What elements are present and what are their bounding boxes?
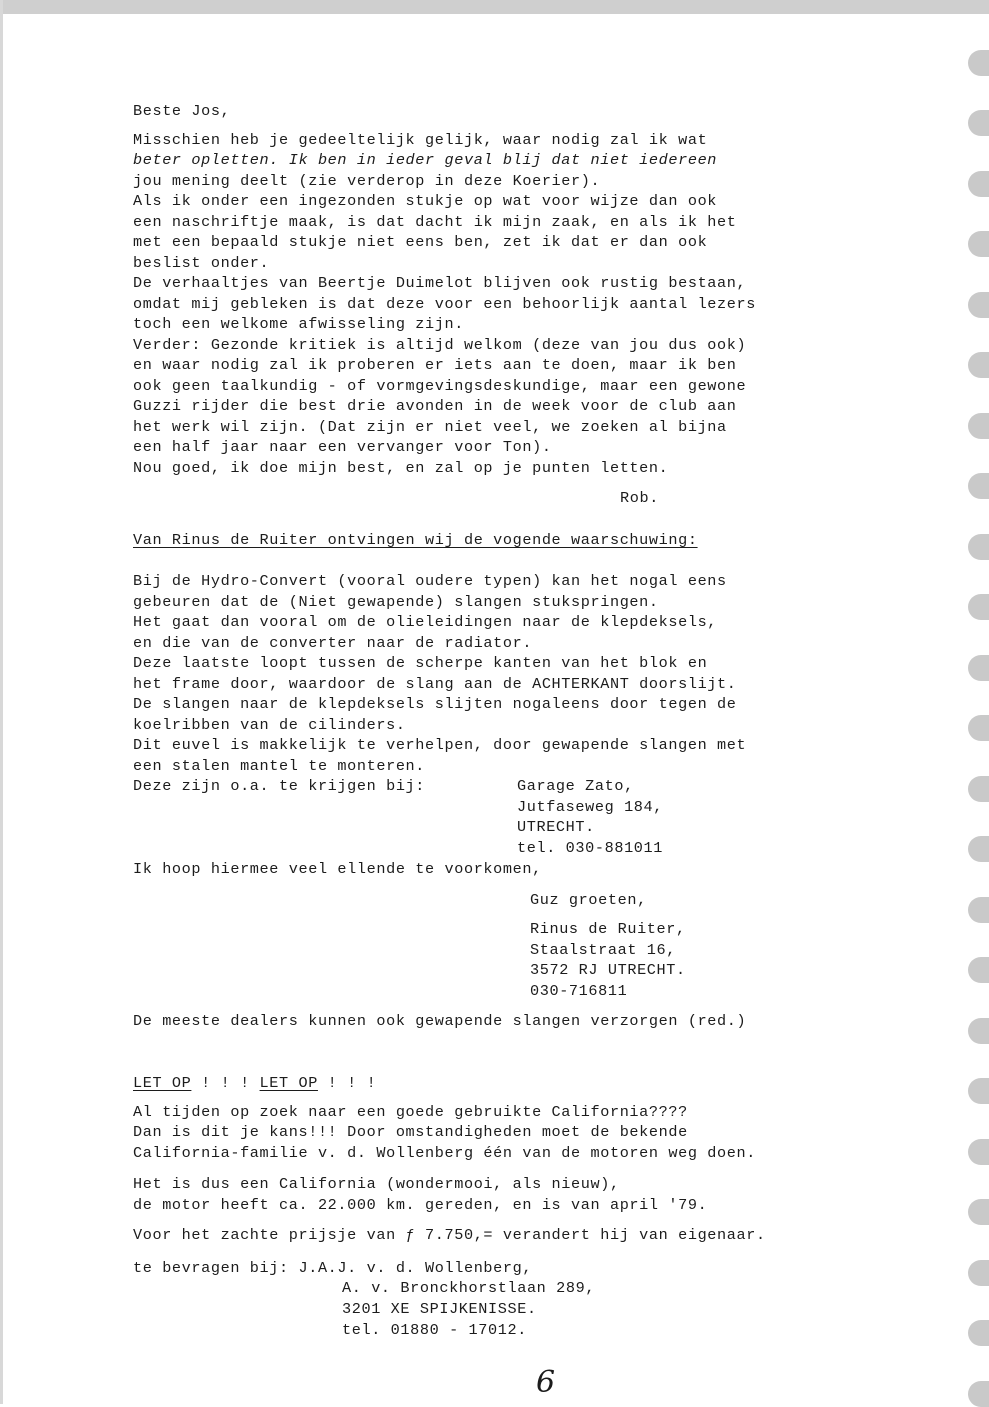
letter-line: Nou goed, ik doe mijn best, en zal op je punten letten. <box>133 459 669 477</box>
ad-line: Al tijden op zoek naar een goede gebruikte California???? <box>133 1103 688 1121</box>
garage-phone: tel. 030-881011 <box>517 839 664 857</box>
ad-heading <box>133 1073 376 1093</box>
warning-line: Dit euvel is makkelijk te verhelpen, door gewapende slangen met <box>133 736 747 754</box>
letter-line: beter opletten. Ik ben in ieder geval blij dat niet iedereen <box>133 151 718 169</box>
letter-line: Misschien heb je gedeeltelijk gelijk, waar nodig zal ik wat <box>133 131 708 149</box>
ad-line: de motor heeft ca. 22.000 km. gereden, en is van april '79. <box>133 1196 708 1214</box>
ad-address-phone: tel. 01880 - 17012. <box>342 1321 527 1339</box>
letter-line: een naschriftje maak, is dat dacht ik mijn zaak, en als ik het <box>133 213 737 231</box>
letter-greeting: Beste Jos, <box>133 102 231 120</box>
letter-signature: Rob. <box>620 489 659 507</box>
warning-line: Het gaat dan vooral om de olieleidingen naar de klepdeksels, <box>133 613 718 631</box>
warning-line: en die van de converter naar de radiator. <box>133 634 533 652</box>
warning-line: gebeuren dat de (Niet gewapende) slangen stukspringen. <box>133 593 659 611</box>
ad-address-city: 3201 XE SPIJKENISSE. <box>342 1300 537 1318</box>
warning-heading: Van Rinus de Ruiter ontvingen wij de vogende waarschuwing: <box>133 531 698 549</box>
ad-heading-part: LET OP <box>133 1074 192 1092</box>
page-number: 6 <box>536 1365 556 1400</box>
ad-heading-part: ! ! ! <box>191 1074 260 1092</box>
letter-line: omdat mij gebleken is dat deze voor een behoorlijk aantal lezers <box>133 295 756 313</box>
letter-line: Verder: Gezonde kritiek is altijd welkom (deze van jou dus ook) <box>133 336 747 354</box>
ad-line: California-familie v. d. Wollenberg één van de motoren weg doen. <box>133 1144 756 1162</box>
warning-hope-line: Ik hoop hiermee veel ellende te voorkomen, <box>133 860 542 878</box>
ad-inquire-line: te bevragen bij: J.A.J. v. d. Wollenberg, <box>133 1259 533 1277</box>
warning-line: Deze laatste loopt tussen de scherpe kanten van het blok en <box>133 654 708 672</box>
closing-phone: 030-716811 <box>530 982 628 1000</box>
letter-line: ook geen taalkundig - of vormgevingsdeskundige, maar een gewone <box>133 377 747 395</box>
garage-street: Jutfaseweg 184, <box>517 798 664 816</box>
letter-line: en waar nodig zal ik proberen er iets aan te doen, maar ik ben <box>133 356 737 374</box>
closing-line: Guz groeten, <box>530 891 647 909</box>
warning-line: het frame door, waardoor de slang aan de ACHTERKANT doorslijt. <box>133 675 737 693</box>
letter-line: beslist onder. <box>133 254 270 272</box>
letter-line: het werk wil zijn. (Dat zijn er niet veel, we zoeken al bijna <box>133 418 727 436</box>
letter-line: De verhaaltjes van Beertje Duimelot blijven ook rustig bestaan, <box>133 274 747 292</box>
warning-line: een stalen mantel te monteren. <box>133 757 426 775</box>
garage-city: UTRECHT. <box>517 818 595 836</box>
warning-line: Bij de Hydro-Convert (vooral oudere typen) kan het nogal eens <box>133 572 727 590</box>
letter-line: Als ik onder een ingezonden stukje op wat voor wijze dan ook <box>133 192 718 210</box>
ad-line: Dan is dit je kans!!! Door omstandigheden moet de bekende <box>133 1123 688 1141</box>
ad-heading-part: ! ! ! <box>317 1074 377 1092</box>
ad-line: Het is dus een California (wondermooi, als nieuw), <box>133 1175 620 1193</box>
garage-name: Garage Zato, <box>517 777 634 795</box>
letter-line: Guzzi rijder die best drie avonden in de week voor de club aan <box>133 397 737 415</box>
dealers-note: De meeste dealers kunnen ook gewapende slangen verzorgen (red.) <box>133 1012 747 1030</box>
letter-line: met een bepaald stukje niet eens ben, zet ik dat er dan ook <box>133 233 708 251</box>
closing-street: Staalstraat 16, <box>530 941 677 959</box>
ad-price-line: Voor het zachte prijsje van ƒ 7.750,= verandert hij van eigenaar. <box>133 1226 766 1244</box>
closing-name: Rinus de Ruiter, <box>530 920 686 938</box>
warning-available-label: Deze zijn o.a. te krijgen bij: <box>133 777 426 795</box>
letter-line: jou mening deelt (zie verderop in deze Koerier). <box>133 172 601 190</box>
letter-line: toch een welkome afwisseling zijn. <box>133 315 464 333</box>
ad-address-street: A. v. Bronckhorstlaan 289, <box>342 1279 596 1297</box>
warning-line: koelribben van de cilinders. <box>133 716 406 734</box>
warning-line: De slangen naar de klepdeksels slijten nogaleens door tegen de <box>133 695 737 713</box>
closing-city: 3572 RJ UTRECHT. <box>530 961 686 979</box>
ad-heading-part: LET OP <box>259 1074 318 1092</box>
letter-line: een half jaar naar een vervanger voor Ton). <box>133 438 552 456</box>
